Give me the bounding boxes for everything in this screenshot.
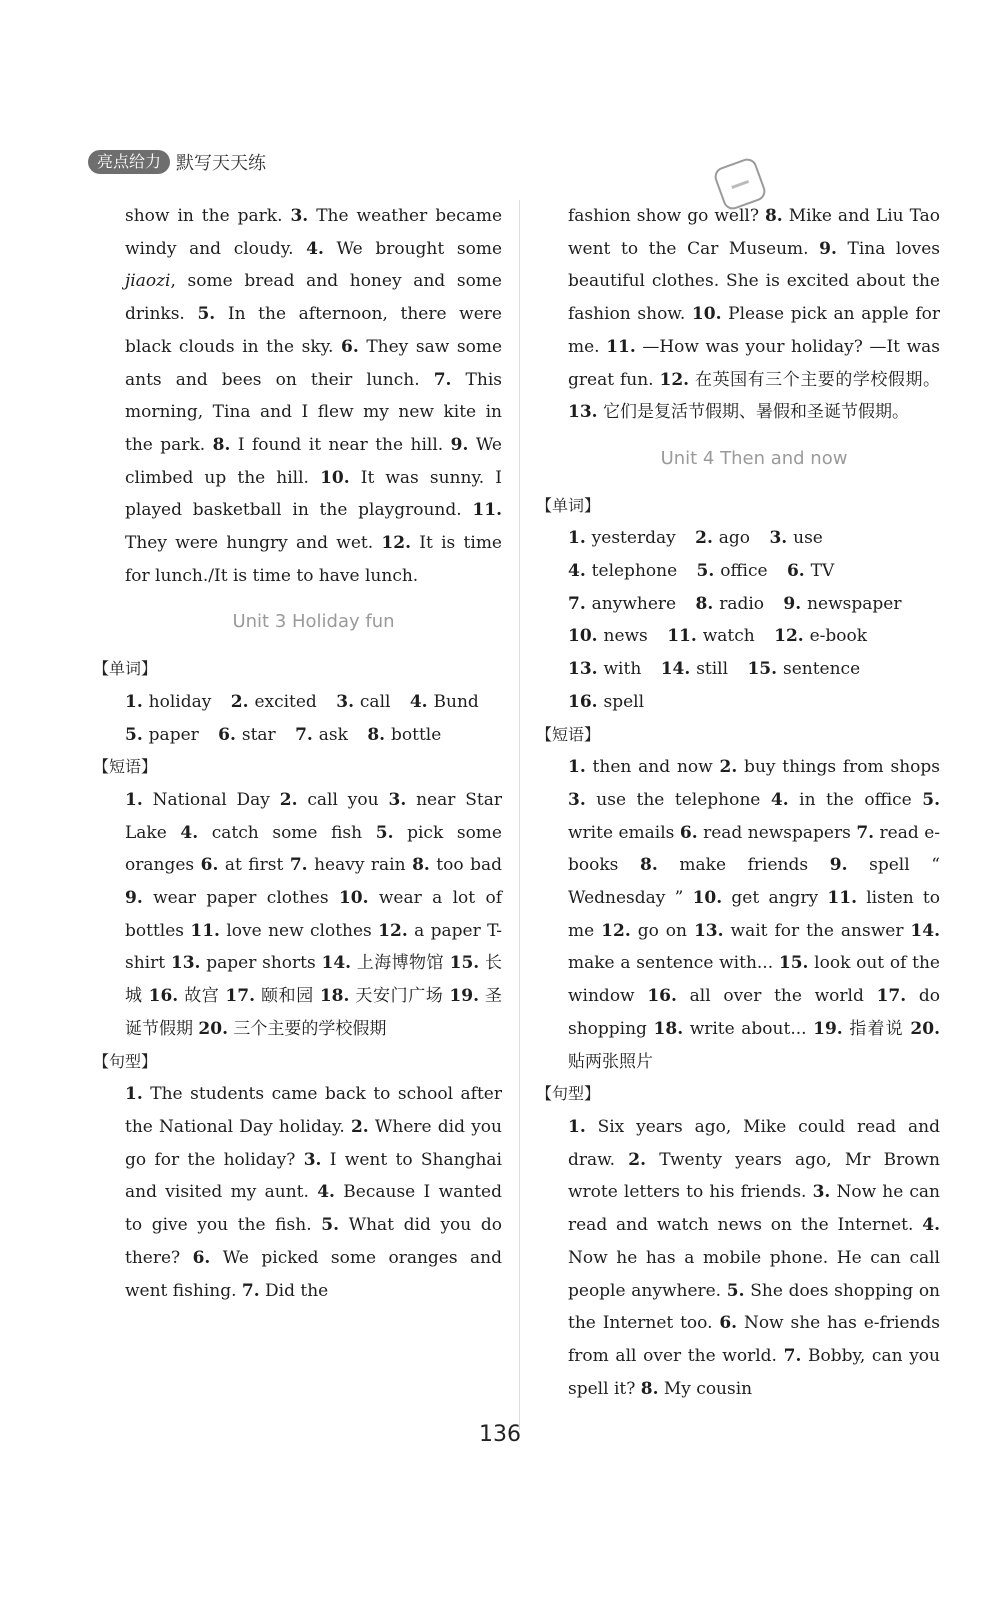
item-number: 14.: [660, 659, 697, 680]
item-number: 9.: [450, 434, 469, 455]
item-number: 12.: [774, 626, 810, 647]
item-text: She does shopping on the Internet too.: [568, 1280, 940, 1334]
item-text: read e-books: [568, 822, 940, 876]
unit4-phrases: [568, 751, 940, 1078]
item-text: yesterday: [591, 528, 676, 549]
item-number: 3.: [568, 789, 586, 810]
item-text: ask: [318, 724, 348, 745]
item-text: paper shorts: [200, 953, 322, 974]
item-text: —How was your holiday? —It was great fun.: [568, 336, 940, 390]
item-number: 12.: [378, 920, 408, 941]
item-text: get angry: [722, 888, 828, 909]
item-number: 12.: [659, 369, 690, 390]
item-text: 贴两张照片: [568, 1051, 653, 1072]
item-text: do shopping: [568, 986, 940, 1039]
item-text: In the afternoon, there were black clouds in the sky.: [125, 304, 502, 357]
item-text: near Star Lake: [125, 789, 502, 843]
item-text: Six years ago, Mike could read and draw.: [568, 1116, 940, 1170]
item-number: 10.: [320, 467, 350, 488]
item-number: 4.: [180, 822, 199, 843]
item-text: Bobby, can you spell it?: [568, 1345, 940, 1399]
item-number: 5.: [375, 822, 394, 843]
word-item: [125, 692, 211, 712]
word-item: [231, 692, 317, 712]
item-number: 1.: [568, 528, 592, 549]
item-text: e-book: [809, 626, 868, 647]
unit3-phrases: [125, 784, 502, 1046]
item-number: 2.: [628, 1149, 647, 1170]
item-number: 17.: [876, 986, 907, 1007]
item-number: 18.: [653, 1018, 684, 1039]
item-number: 9.: [819, 238, 837, 259]
item-text: at first: [218, 855, 290, 876]
item-number: 18.: [319, 986, 350, 1007]
item-text: Mike and Liu Tao went to the Car Museum.: [568, 206, 940, 259]
item-text: Did the: [259, 1280, 329, 1301]
unit3-words-label: 【单词】: [93, 659, 158, 679]
word-item: [697, 561, 768, 581]
item-text: bottle: [391, 724, 442, 745]
item-number: 3.: [290, 206, 309, 226]
item-text: wear a lot of bottles: [125, 888, 502, 941]
item-number: 16.: [647, 986, 677, 1007]
unit3-words: [125, 686, 502, 751]
word-item: [568, 561, 677, 581]
item-text: use: [793, 528, 823, 549]
item-text: look out of the window: [568, 953, 940, 1007]
item-number: 19.: [449, 986, 479, 1007]
right-column: [536, 200, 941, 1405]
item-number: 7.: [568, 593, 592, 614]
item-text: I found it near the hill.: [230, 434, 451, 455]
item-text: a paper T-shirt: [125, 920, 502, 974]
item-number: 15.: [778, 953, 809, 974]
word-item: [568, 626, 648, 646]
item-text: It is time for lunch./It is time to have lunch.: [125, 533, 502, 586]
item-number: 1.: [125, 691, 149, 712]
item-number: 4.: [922, 1215, 940, 1236]
item-number: 7.: [783, 1345, 802, 1366]
item-number: 4.: [409, 691, 434, 712]
item-text: love new clothes: [219, 920, 379, 941]
unit3-sentences: [125, 1078, 502, 1307]
item-number: 3.: [336, 691, 360, 712]
word-item: [783, 594, 901, 614]
item-text: telephone: [591, 561, 678, 582]
item-number: 8.: [695, 593, 720, 614]
item-number: 6.: [786, 561, 811, 582]
item-number: 7.: [289, 855, 308, 876]
item-text: in the office: [788, 789, 923, 810]
item-number: 2.: [230, 691, 255, 712]
item-number: 16.: [148, 986, 179, 1007]
word-item: [695, 528, 750, 548]
item-text: My cousin: [658, 1378, 753, 1399]
item-text: Now she has e-friends from all over the world.: [568, 1313, 940, 1366]
item-text: 在英国有三个主要的学校假期。: [689, 369, 941, 390]
item-number: 15.: [747, 659, 783, 680]
item-text: 三个主要的学校假期: [227, 1018, 387, 1039]
word-item: [667, 626, 755, 646]
unit4-words-label: 【单词】: [536, 495, 601, 515]
italic-term: jiaozi: [125, 271, 171, 292]
item-number: 5.: [321, 1215, 339, 1236]
item-text: go on: [630, 920, 694, 941]
item-number: 14.: [321, 953, 352, 974]
unit4-title: Unit 4 Then and now: [660, 447, 848, 469]
item-number: 13.: [170, 953, 201, 974]
item-number: 20.: [910, 1018, 940, 1039]
item-number: 20.: [198, 1018, 228, 1039]
item-text: radio: [719, 593, 765, 614]
item-number: 8.: [640, 1378, 659, 1399]
item-text: star: [241, 724, 276, 745]
item-number: 19.: [813, 1018, 843, 1039]
item-number: 13.: [568, 402, 598, 423]
unit3-answers-continued: [568, 200, 940, 429]
item-number: 6.: [719, 1313, 738, 1334]
item-text: all over the world: [676, 986, 877, 1007]
word-item: [661, 659, 728, 679]
item-number: 8.: [640, 855, 658, 876]
item-number: 2.: [350, 1116, 369, 1137]
item-text: 故宫: [178, 986, 226, 1007]
item-number: 10.: [691, 304, 722, 325]
item-number: 8.: [212, 434, 231, 455]
item-text: sentence: [782, 659, 861, 680]
word-item: [696, 594, 765, 614]
unit4-phrases-label: 【短语】: [536, 724, 601, 744]
item-number: 12.: [601, 920, 631, 941]
item-text: Where did you go for the holiday?: [125, 1116, 502, 1170]
item-number: 16.: [568, 691, 604, 712]
item-number: 11.: [190, 920, 220, 941]
item-text: We climbed up the hill.: [125, 434, 502, 488]
item-text: listen to me: [568, 888, 940, 941]
item-number: 3.: [769, 528, 794, 549]
word-item: [336, 692, 390, 712]
item-number: 4.: [317, 1182, 335, 1203]
item-text: buy things from shops: [737, 757, 940, 778]
item-text: heavy rain: [307, 855, 413, 876]
item-text: 天安门广场: [349, 986, 450, 1007]
item-number: 6.: [192, 1247, 211, 1268]
item-number: 6.: [340, 336, 359, 357]
item-text: We picked some oranges and went fishing.: [125, 1247, 502, 1301]
item-text: Tina loves beautiful clothes. She is excited about the fashion show.: [568, 238, 940, 325]
item-text: catch some fish: [198, 822, 376, 843]
item-number: 9.: [829, 855, 848, 876]
item-text: watch: [702, 626, 755, 647]
item-number: 8.: [412, 855, 430, 876]
book-badge: 亮点给力: [88, 150, 170, 174]
item-number: 3.: [812, 1182, 831, 1203]
page-header: [88, 150, 266, 174]
item-number: 12.: [381, 533, 411, 554]
item-text: holiday: [148, 691, 212, 712]
item-number: 5.: [125, 724, 149, 745]
item-number: 2.: [695, 528, 719, 549]
word-item: [218, 725, 276, 745]
item-text: ago: [718, 528, 751, 549]
item-text: 指着说: [842, 1018, 911, 1039]
unit4-sentences-label: 【句型】: [536, 1084, 601, 1104]
series-title: 默写天天练: [176, 153, 267, 174]
item-text: read newspapers: [697, 822, 857, 843]
item-text: 它们是复活节假期、暑假和圣诞节假期。: [597, 402, 909, 423]
item-text: I went to Shanghai and visited my aunt.: [125, 1149, 502, 1203]
item-number: 8.: [764, 206, 783, 226]
item-number: 13.: [693, 920, 724, 941]
item-number: 3.: [303, 1149, 322, 1170]
item-text: wait for the answer: [723, 920, 911, 941]
item-text: make a sentence with...: [568, 953, 779, 974]
item-number: 6.: [679, 822, 698, 843]
item-text: excited: [254, 691, 317, 712]
item-number: 1.: [568, 757, 586, 778]
item-text: use the telephone: [585, 789, 771, 810]
item-text: This morning, Tina and I flew my new kite in the park.: [125, 369, 502, 455]
item-text: National Day: [142, 789, 280, 810]
item-number: 17.: [225, 986, 255, 1007]
item-number: 15.: [449, 953, 480, 974]
item-text: The weather became windy and cloudy.: [125, 206, 503, 259]
word-item: [568, 528, 676, 548]
item-text: Now he has a mobile phone. He can call people anywhere.: [568, 1247, 940, 1301]
item-text: paper: [148, 724, 199, 745]
item-text: show in the park.: [125, 206, 291, 226]
item-text: Twenty years ago, Mr Brown wrote letters to his friends.: [568, 1149, 940, 1203]
item-text: What did you do there?: [125, 1215, 502, 1268]
item-number: 7.: [241, 1280, 260, 1301]
item-number: 4.: [306, 238, 324, 259]
item-number: 11.: [667, 626, 703, 647]
item-number: 5.: [197, 304, 216, 325]
item-text: newspaper: [807, 593, 902, 614]
item-text: write about...: [683, 1018, 814, 1039]
item-number: 11.: [827, 888, 857, 909]
item-number: 14.: [910, 920, 940, 941]
item-number: 4.: [568, 561, 592, 582]
word-item: [367, 725, 441, 745]
item-text: 颐和园: [254, 986, 320, 1007]
word-item: [774, 626, 867, 646]
column-divider: [519, 200, 520, 1430]
unit3-sentences-label: 【句型】: [93, 1051, 158, 1071]
item-text: 圣诞节假期: [125, 986, 503, 1039]
item-text: anywhere: [591, 593, 677, 614]
word-item: [769, 528, 822, 548]
item-number: 5.: [922, 789, 940, 810]
item-number: 7.: [856, 822, 875, 843]
word-item: [568, 659, 641, 679]
item-number: 3.: [388, 789, 407, 810]
unit4-words: [568, 522, 940, 718]
item-text: make friends: [657, 855, 830, 876]
item-text: spell: [603, 691, 645, 712]
item-text: We brought some: [323, 238, 503, 259]
page-number: 136: [479, 1422, 521, 1447]
item-text: The students came back to school after the National Day holiday.: [125, 1084, 502, 1137]
item-text: fashion show go well?: [568, 206, 765, 226]
item-text: It was sunny. I played basketball in the playground.: [125, 467, 503, 521]
item-number: 10.: [568, 626, 604, 647]
left-column: [93, 200, 503, 1307]
word-item: [787, 561, 834, 581]
item-text: then and now: [585, 757, 720, 778]
item-text: They were hungry and wet.: [125, 533, 382, 554]
word-item: [410, 692, 479, 712]
item-text: Now he can read and watch news on the Internet.: [568, 1182, 940, 1236]
item-number: 7.: [295, 724, 319, 745]
item-number: 13.: [568, 659, 604, 680]
item-text: TV: [810, 561, 835, 582]
unit3-title: Unit 3 Holiday fun: [232, 611, 395, 633]
item-text: Please pick an apple for me.: [568, 304, 941, 357]
item-number: 9.: [783, 593, 808, 614]
word-item: [125, 725, 199, 745]
word-item: [568, 594, 676, 614]
item-number: 8.: [367, 724, 391, 745]
item-text: They saw some ants and bees on their lunch.: [125, 336, 503, 390]
word-item: [747, 659, 860, 679]
item-number: 2.: [719, 757, 738, 778]
item-text: with: [603, 659, 642, 680]
item-number: 11.: [606, 336, 636, 357]
item-number: 7.: [433, 369, 452, 390]
item-number: 10.: [338, 888, 369, 909]
item-number: 5.: [726, 1280, 745, 1301]
unit4-sentences: [568, 1111, 940, 1405]
item-text: 上海博物馆: [351, 953, 450, 974]
word-item: [568, 692, 644, 712]
item-number: 4.: [770, 789, 789, 810]
word-item: [295, 725, 348, 745]
item-number: 5.: [696, 561, 721, 582]
item-text: too bad: [429, 855, 502, 876]
item-text: news: [603, 626, 648, 647]
unit2-answers-continued: [125, 200, 502, 592]
item-number: 6.: [200, 855, 219, 876]
item-text: Because I wanted to give you the fish.: [125, 1182, 502, 1236]
item-text: still: [696, 659, 729, 680]
unit3-phrases-label: 【短语】: [93, 757, 158, 777]
item-number: 9.: [125, 888, 143, 909]
item-number: 6.: [218, 724, 242, 745]
item-number: 1.: [568, 1116, 586, 1137]
item-text: , some bread and honey and some drinks.: [125, 271, 502, 325]
item-text: wear paper clothes: [142, 888, 339, 909]
item-text: call: [359, 691, 391, 712]
item-number: 1.: [125, 789, 143, 810]
item-number: 11.: [472, 500, 502, 521]
item-number: 10.: [692, 888, 723, 909]
item-text: 长城: [125, 953, 503, 1007]
item-text: write emails: [568, 822, 680, 843]
item-text: spell “ Wednesday ”: [568, 855, 940, 909]
item-text: office: [720, 561, 768, 582]
item-text: call you: [297, 789, 389, 810]
item-number: 2.: [279, 789, 298, 810]
item-text: pick some oranges: [125, 822, 502, 876]
item-number: 1.: [125, 1084, 143, 1105]
item-text: Bund: [433, 691, 479, 712]
